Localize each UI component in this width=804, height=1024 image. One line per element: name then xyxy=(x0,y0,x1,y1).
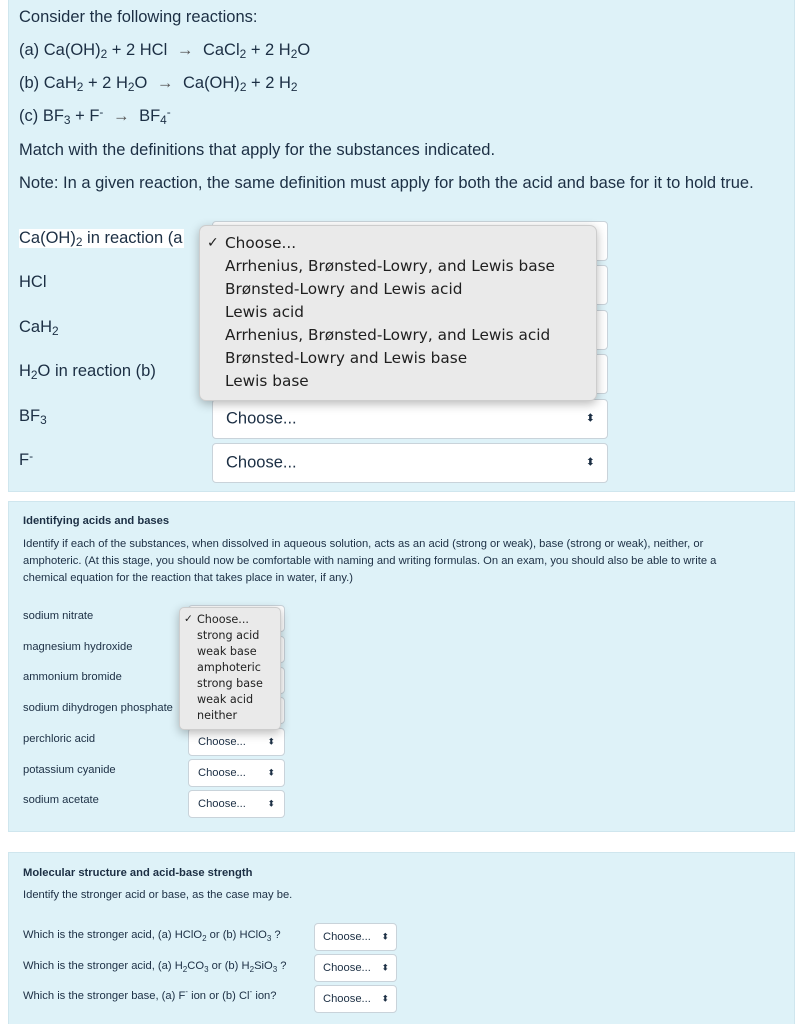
description-line: chemical equation for the reaction that takes place in water, if any.) xyxy=(23,572,354,584)
question-f-cl: Which is the stronger base, (a) F- ion or (b) Cl- ion? xyxy=(23,987,277,1002)
row-label-f: F- xyxy=(19,449,34,469)
select-bf3-value: Choose... xyxy=(226,409,297,428)
select-hclo[interactable] xyxy=(314,923,397,951)
checkmark-icon: ✓ xyxy=(207,235,219,251)
dropdown-option[interactable]: weak base xyxy=(197,645,257,658)
intro-text: Consider the following reactions: xyxy=(19,8,258,26)
row-label: potassium cyanide xyxy=(23,764,116,776)
dropdown-option[interactable]: Choose... xyxy=(225,234,297,252)
row-label: sodium acetate xyxy=(23,794,99,806)
select-perchloric-acid[interactable] xyxy=(188,728,285,756)
reaction-b: (b) CaH$_2$ + 2 $H_2O \to Ca(OH)_2 + 2$ $H_2$ xyxy=(19,74,298,94)
dropdown-option[interactable]: Choose... xyxy=(197,613,249,626)
dropdown-option[interactable]: weak acid xyxy=(197,693,254,706)
row-label-hcl: HCl xyxy=(19,273,47,291)
section-title: Molecular structure and acid-base strength xyxy=(23,867,253,879)
updown-arrows-icon: ⬍ xyxy=(585,456,595,469)
question-panel-acids-bases xyxy=(8,501,795,832)
checkmark-icon: ✓ xyxy=(184,613,193,625)
dropdown-option[interactable]: Arrhenius, Brønsted-Lowry, and Lewis base xyxy=(225,257,555,275)
select-value: Choose... xyxy=(198,736,246,748)
note-text: Note: In a given reaction, the same definition must apply for both the acid and base for it to hold true. xyxy=(19,174,754,192)
acid-base-dropdown-menu xyxy=(179,607,281,730)
select-value: Choose... xyxy=(198,767,246,779)
dropdown-option[interactable]: Lewis base xyxy=(225,372,309,390)
select-value: Choose... xyxy=(323,931,371,943)
select-potassium-cyanide[interactable] xyxy=(188,759,285,787)
row-label-caoh2: $Ca(OH)_2$ in reaction (a xyxy=(19,229,183,249)
dropdown-option[interactable]: Brønsted-Lowry and Lewis base xyxy=(225,349,468,367)
select-h2co3[interactable] xyxy=(314,954,397,982)
select-f[interactable] xyxy=(212,443,608,483)
question-h2co3: Which is the stronger acid, (a) $H_2CO_3$ or (b) $H_2SiO_3$ ? xyxy=(23,960,287,974)
row-label: perchloric acid xyxy=(23,733,96,745)
dropdown-option[interactable]: strong acid xyxy=(197,629,260,642)
description-text: Identify the stronger acid or base, as the case may be. xyxy=(23,889,293,901)
row-label-cah2: CaH$_2$ xyxy=(19,318,59,338)
updown-arrows-icon: ⬍ xyxy=(267,798,275,809)
updown-arrows-icon: ⬍ xyxy=(267,736,275,747)
row-label-bf3: $BF_3$ xyxy=(19,407,47,427)
row-label: sodium nitrate xyxy=(23,610,94,622)
description-line: amphoteric. (At this stage, you should now be comfortable with naming and writing formulas. On an exam, you should also be able to write a xyxy=(23,555,717,567)
updown-arrows-icon: ⬍ xyxy=(381,993,389,1004)
dropdown-option[interactable]: amphoteric xyxy=(197,661,261,674)
definitions-dropdown-menu xyxy=(199,225,597,401)
select-f-cl[interactable] xyxy=(314,985,397,1013)
reaction-a: (a) $Ca(OH)_2 + 2$ HCl → CaCl$_2$ + 2 $H_2O$ xyxy=(19,41,311,61)
row-label: ammonium bromide xyxy=(23,671,122,683)
question-panel-definitions xyxy=(8,0,795,492)
updown-arrows-icon: ⬍ xyxy=(381,931,389,942)
row-label: sodium dihydrogen phosphate xyxy=(23,702,173,714)
updown-arrows-icon: ⬍ xyxy=(585,412,595,425)
dropdown-option[interactable]: Brønsted-Lowry and Lewis acid xyxy=(225,280,463,298)
select-bf3[interactable] xyxy=(212,399,608,439)
updown-arrows-icon: ⬍ xyxy=(267,767,275,778)
question-hclo: Which is the stronger acid, (a) HClO$_2$ or (b) HClO$_3$ ? xyxy=(23,929,281,943)
dropdown-option[interactable]: strong base xyxy=(197,677,263,690)
reaction-c: (c) $BF_3 + F^- \to BF_4^-$ xyxy=(19,105,171,127)
row-label: magnesium hydroxide xyxy=(23,641,133,653)
question-panel-strength xyxy=(8,852,795,1024)
select-f-value: Choose... xyxy=(226,453,297,472)
dropdown-option[interactable]: Arrhenius, Brønsted-Lowry, and Lewis acid xyxy=(225,326,551,344)
dropdown-option[interactable]: neither xyxy=(197,709,238,722)
instruction-text: Match with the definitions that apply for the substances indicated. xyxy=(19,141,496,159)
section-title: Identifying acids and bases xyxy=(23,515,170,527)
description-line: Identify if each of the substances, when dissolved in aqueous solution, acts as an acid (strong or weak), base (strong or weak), neither, or xyxy=(23,538,704,550)
dropdown-option[interactable]: Lewis acid xyxy=(225,303,305,321)
select-value: Choose... xyxy=(323,993,371,1005)
select-value: Choose... xyxy=(323,962,371,974)
updown-arrows-icon: ⬍ xyxy=(381,962,389,973)
row-label-h2o: $H_2O$ in reaction (b) xyxy=(19,362,156,382)
select-sodium-acetate[interactable] xyxy=(188,790,285,818)
select-value: Choose... xyxy=(198,798,246,810)
